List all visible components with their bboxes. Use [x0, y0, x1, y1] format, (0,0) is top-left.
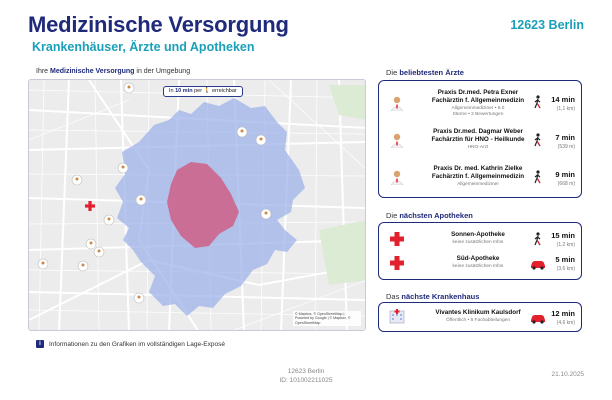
doctor-icon [389, 132, 405, 148]
car-icon [529, 257, 547, 271]
hospital-icon [389, 308, 405, 324]
pharmacies-panel: Sonnen-Apotheke keine zusätzlichen Infos 15 min (1,2 km) Süd-Apotheke keine zusätzlichen Infos 5 min (3,6 km) [378, 222, 582, 280]
walk-icon [531, 95, 545, 109]
walk-icon: 🚶 [203, 88, 211, 94]
hospital-panel: Vivantes Klinikum Kaulsdorf Öffentlich • 8 Fachabteilungen 12 min (4,6 km) [378, 302, 582, 332]
pharmacies-heading: Die nächsten Apotheken [386, 211, 473, 220]
footer-date: 21.10.2025 [551, 371, 584, 378]
location-label: 12623 Berlin [510, 18, 584, 32]
doctors-panel: Praxis Dr.med. Petra Exner Fachärztin f. Allgemeinmedizin Allgemeinmediziner • 5.0 Sterne • 2 Bewertungen 14 min (1,1 km) Praxis Dr.med. Dagmar Weber Fachärztin für HNO - Heilkunde HNO-Arzt 7 min (539 m) Praxis Dr. med. Kathrin Zielke Fachärztin f. Allgemeinmedizin Allgemeinmediziner 9 min (668 m) [378, 80, 582, 198]
pharmacy-cross-icon [389, 255, 405, 271]
hospital-heading: Das nächste Krankenhaus [386, 292, 480, 301]
info-note: i Informationen zu den Grafiken im vollständigen Lage-Exposé [36, 340, 225, 348]
reach-badge: In 10 min per 🚶 erreichbar [163, 86, 243, 97]
map-heading: Ihre Medizinische Versorgung in der Umgebung [36, 68, 191, 75]
pharmacy-cross-icon [389, 231, 405, 247]
doctors-heading: Die beliebtesten Ärzte [386, 68, 464, 77]
doctor-icon [389, 95, 405, 111]
page-title: Medizinische Versorgung [28, 12, 289, 37]
doctor-icon [389, 169, 405, 185]
walk-icon [531, 170, 545, 184]
map-canvas [29, 80, 366, 331]
walk-icon [531, 232, 545, 246]
page-subtitle: Krankenhäuser, Ärzte und Apotheken [32, 40, 255, 54]
car-icon [529, 311, 547, 325]
map-view[interactable] [28, 79, 366, 331]
info-icon: i [36, 340, 44, 348]
map-attribution[interactable]: © Mapbox, © OpenStreetMap | Powered by Google | © Mapbox, © OpenStreetMap [293, 311, 361, 326]
walk-icon [531, 133, 545, 147]
footer-info: 12623 Berlin ID: 101002211025 [279, 368, 333, 384]
